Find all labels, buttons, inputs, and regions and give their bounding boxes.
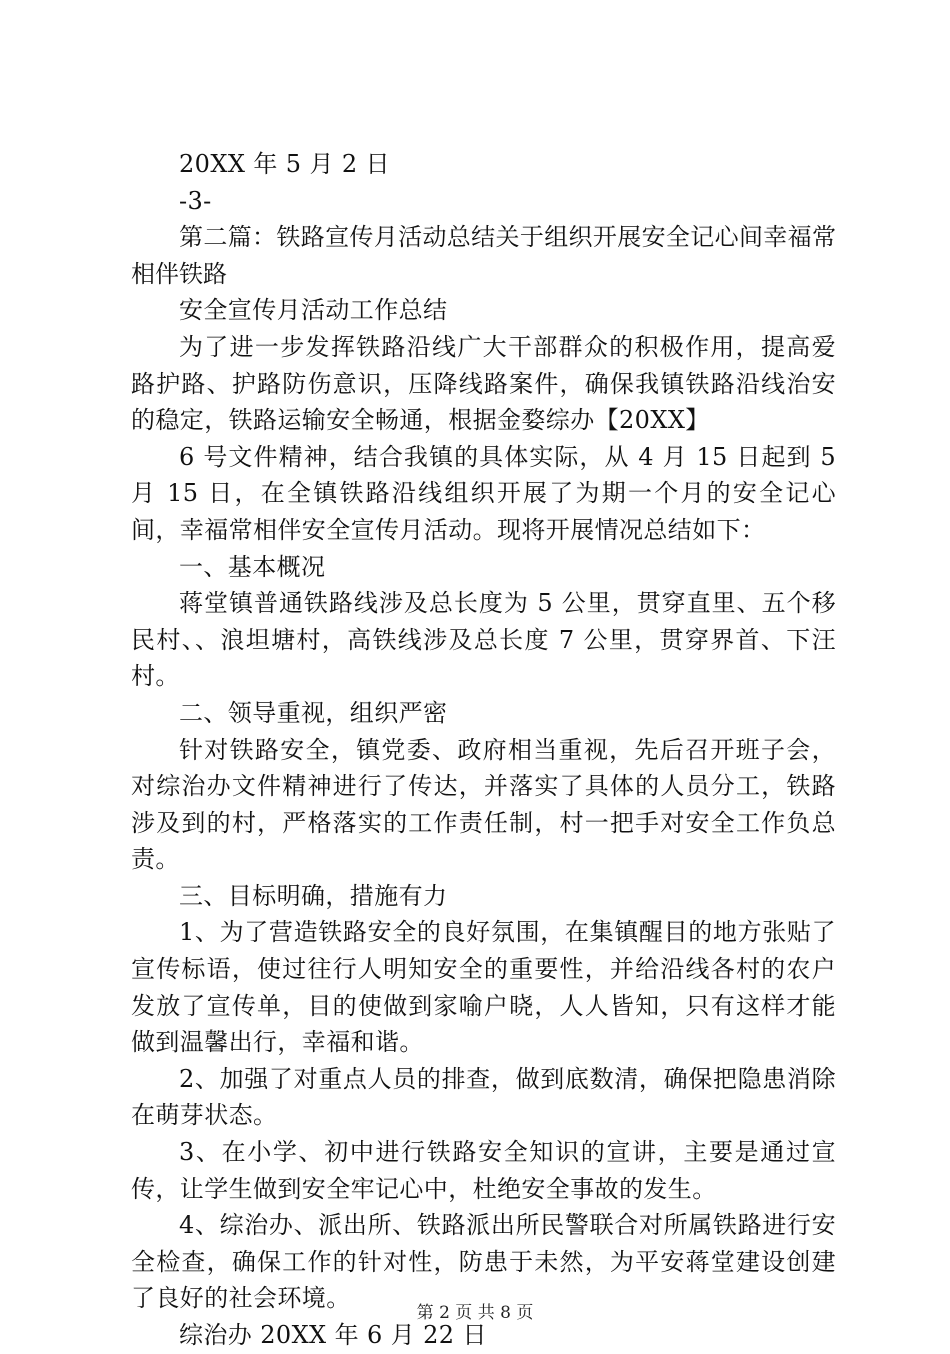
chapter-subtitle: 安全宣传月活动工作总结 bbox=[179, 296, 448, 325]
date-line: 20XX 年 5 月 2 日 bbox=[179, 150, 390, 178]
page-footer: 第 2 页 共 8 页 bbox=[416, 1303, 534, 1323]
section-heading-goals: 三、目标明确，措施有力 bbox=[179, 881, 448, 910]
intro-paragraph-continued: 6 号文件精神，结合我镇的具体实际，从 4 月 15 日起到 5 月 15 日，在全镇铁路沿线组织开展了为期一个月的安全记心间，幸福常相伴安全宣传月活动。现将开展情况总结如下： bbox=[131, 442, 836, 544]
measure-item-1: 1、为了营造铁路安全的良好氛围，在集镇醒目的地方张贴了宣传标语，使过往行人明知安全的重要性，并给沿线各村的农户发放了宣传单，目的使做到家喻户晓，人人皆知，只有这样才能做到温馨出行，幸福和谐。 bbox=[131, 918, 836, 1057]
section-heading-overview: 一、基本概况 bbox=[179, 552, 326, 581]
measure-item-3: 3、在小学、初中进行铁路安全知识的宣讲，主要是通过宣传，让学生做到安全牢记心中，杜绝安全事故的发生。 bbox=[131, 1138, 836, 1203]
section-heading-leadership: 二、领导重视，组织严密 bbox=[179, 698, 448, 727]
leadership-paragraph: 针对铁路安全，镇党委、政府相当重视，先后召开班子会，对综治办文件精神进行了传达，并落实了具体的人员分工，铁路涉及到的村，严格落实的工作责任制，村一把手对安全工作负总责。 bbox=[131, 735, 836, 874]
document-body bbox=[131, 146, 836, 1354]
measure-item-4: 4、综治办、派出所、铁路派出所民警联合对所属铁路进行安全检查，确保工作的针对性，防患于未然，为平安蒋堂建设创建了良好的社会环境。 bbox=[131, 1211, 836, 1313]
signature-line: 综治办 20XX 年 6 月 22 日 bbox=[179, 1321, 487, 1349]
measure-item-2: 2、加强了对重点人员的排查，做到底数清，确保把隐患消除在萌芽状态。 bbox=[131, 1064, 836, 1130]
chapter-title: 第二篇：铁路宣传月活动总结关于组织开展安全记心间幸福常相伴铁路 bbox=[131, 223, 836, 288]
intro-paragraph: 为了进一步发挥铁路沿线广大干部群众的积极作用，提高爱路护路、护路防伤意识，压降线路案件，确保我镇铁路沿线治安的稳定，铁路运输安全畅通，根据金婺综办【20XX】 bbox=[131, 332, 836, 435]
overview-paragraph: 蒋堂镇普通铁路线涉及总长度为 5 公里，贯穿直里、五个移民村、、浪坦塘村，高铁线涉及总长度 7 公里，贯穿界首、下汪村。 bbox=[131, 589, 836, 691]
page-marker: -3- bbox=[179, 186, 212, 215]
